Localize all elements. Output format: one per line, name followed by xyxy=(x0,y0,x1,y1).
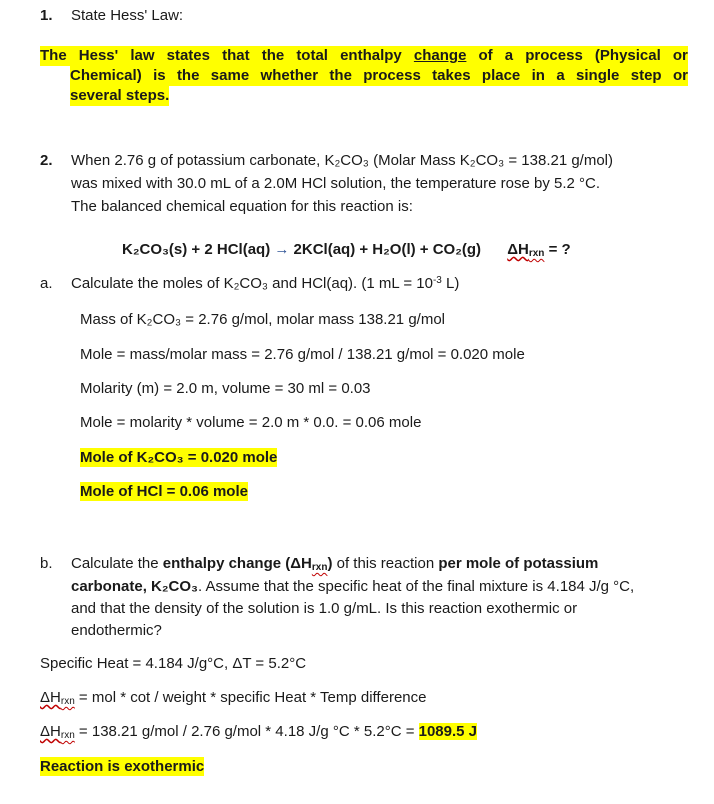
part-b-formula: $\Delta H_{rxn}$ = mol * cot / weight * specific Heat * Temp difference xyxy=(40,689,427,707)
q2-stem-line2: was mixed with 30.0 mL of a 2.0M HCl solution, the temperature rose by 5.2 °C. xyxy=(71,175,601,192)
equation-arrow-icon: → xyxy=(274,241,290,258)
part-b-calculation: $\Delta H_{rxn} = 138.21$ g/mol / 2.76 g/mol * 4.18 J/g °C * 5.2°C = 1089.5 J xyxy=(40,723,478,741)
part-b-question-line1: Calculate the enthalpy change $(\Delta H_{rxn})$ of this reaction per mole of potassium xyxy=(71,555,599,573)
q2-stem-line3: The balanced chemical equation for this reaction is: xyxy=(71,198,413,215)
part-b-question-line2: carbonate, K₂CO₃. Assume that the specific heat of the final mixture is 4.184 J/g °C, xyxy=(71,578,635,595)
part-b-question-line3: and that the density of the solution is 1.0 g/mL. Is this reaction exothermic or xyxy=(71,600,578,617)
q1-prompt: State Hess' Law: xyxy=(71,7,184,24)
part-a-work-line4: Mole = molarity * volume = 2.0 m * 0.0. = 0.06 mole xyxy=(80,414,422,431)
part-a-work-line1: Mass of K₂CO₃ = 2.76 g/mol, molar mass 138.21 g/mol xyxy=(80,311,445,328)
part-a-answer-hcl: Mole of HCl = 0.06 mole xyxy=(80,483,248,500)
equation-products: 2KCl(aq) + H₂O(l) + CO₂(g) xyxy=(293,241,482,258)
part-b-question-line4: endothermic? xyxy=(71,622,162,639)
q2-stem-line1: When 2.76 g of potassium carbonate, K₂CO₃ (Molar Mass K₂CO₃ = 138.21 g/mol) xyxy=(71,152,614,169)
part-b-label: b. xyxy=(40,555,53,572)
part-a-answer-k2co3: Mole of K₂CO₃ = 0.020 mole xyxy=(80,449,278,466)
part-a-label: a. xyxy=(40,275,53,292)
q1-number: 1. xyxy=(40,7,53,24)
part-b-specific-heat: Specific Heat = 4.184 J/g°C, ΔT = 5.2°C xyxy=(40,655,307,672)
q1-answer-line1: The Hess' law states that the total enthalpy change of a process (Physical or xyxy=(40,47,688,64)
part-b-conclusion: Reaction is exothermic xyxy=(40,758,205,775)
reaction-equation xyxy=(122,240,571,259)
part-b-result: 1089.5 J xyxy=(418,723,478,740)
q1-answer xyxy=(40,46,688,106)
q2-number: 2. xyxy=(40,152,53,169)
equation-reactants: K₂CO₃(s) + 2 HCl(aq) xyxy=(122,241,271,258)
equation-enthalpy: $\Delta H_{rxn}$ = ? xyxy=(507,241,571,259)
q1-answer-line2: Chemical) is the same whether the process takes place in a single step or xyxy=(70,67,688,84)
change-link: change xyxy=(413,47,467,64)
part-a-work-line2: Mole = mass/molar mass = 2.76 g/mol / 138.21 g/mol = 0.020 mole xyxy=(80,346,525,363)
part-a-work-line3: Molarity (m) = 2.0 m, volume = 30 ml = 0.03 xyxy=(80,380,371,397)
q1-answer-line3: several steps. xyxy=(70,87,170,104)
part-a-question: Calculate the moles of K₂CO₃ and HCl(aq). (1 mL = $10^{-3}$ L) xyxy=(71,275,460,292)
